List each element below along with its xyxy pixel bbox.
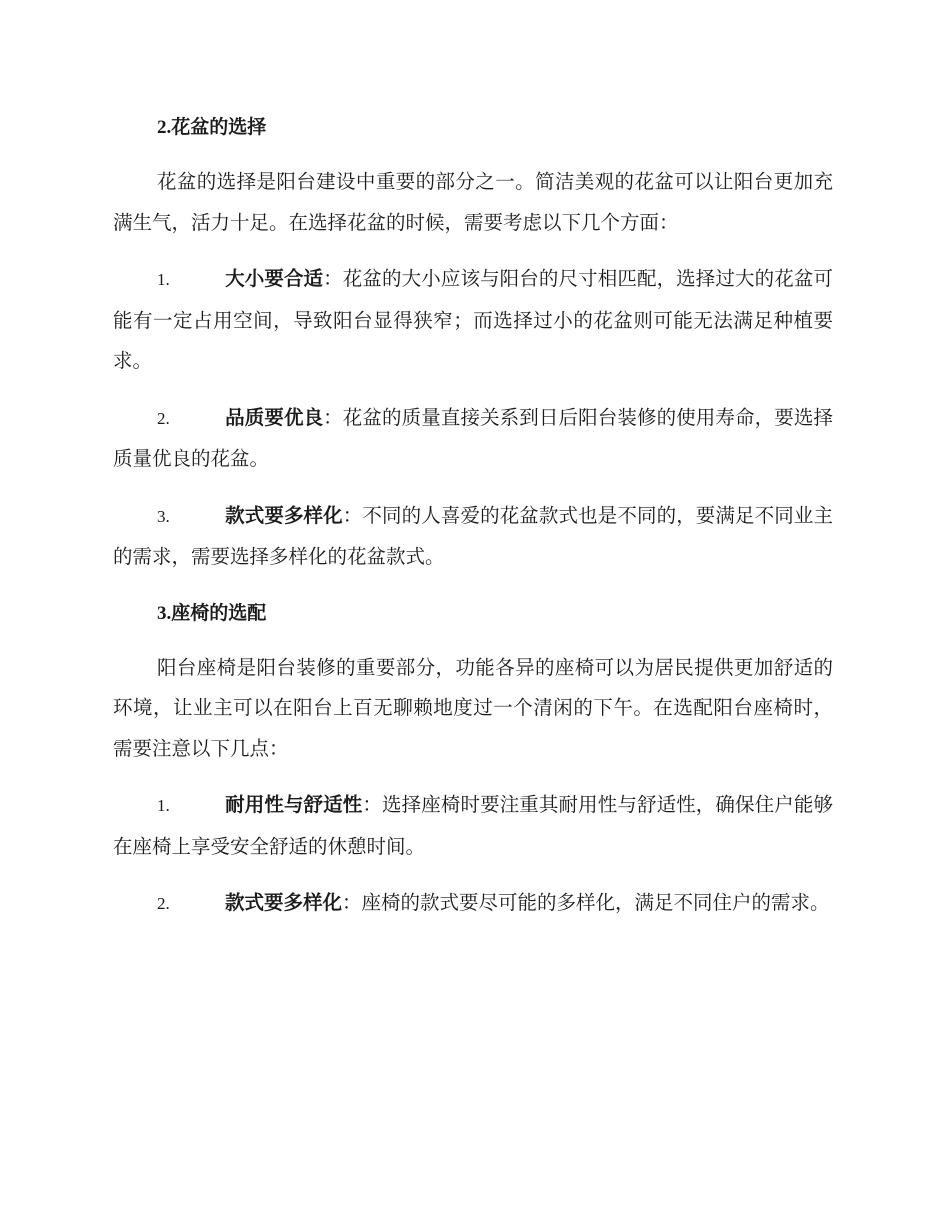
section-intro-paragraph: 花盆的选择是阳台建设中重要的部分之一。简洁美观的花盆可以让阳台更加充满生气，活力十足。在选择花盆的时候，需要考虑以下几个方面： <box>113 170 833 234</box>
list-marker: 2. <box>157 894 170 913</box>
list-item <box>113 785 833 867</box>
list-item <box>113 398 833 480</box>
list-item-text: ：花盆的大小应该与阳台的尺寸相匹配，选择过大的花盆可能有一定占用空间，导致阳台显得狭窄；而选择过小的花盆则可能无法满足种植要求。 <box>113 267 833 372</box>
list-item-text: ：选择座椅时要注重其耐用性与舒适性，确保住户能够在座椅上享受安全舒适的休憩时间。 <box>113 793 833 858</box>
section-title: 座椅的选配 <box>171 601 267 624</box>
list-marker: 3. <box>157 506 170 526</box>
list-item-text: ：座椅的款式要尽可能的多样化，满足不同住户的需求。 <box>342 891 830 914</box>
section-heading-2 <box>157 108 833 146</box>
list-marker: 2. <box>157 408 170 428</box>
list-item-term: 款式要多样化 <box>225 503 343 527</box>
list-item-term: 大小要合适 <box>225 267 324 290</box>
list-item-text: ：不同的人喜爱的花盆款式也是不同的，要满足不同业主的需求，需要选择多样化的花盆款式。 <box>113 503 833 568</box>
list-item-term: 耐用性与舒适性 <box>225 793 363 816</box>
section-number: 3. <box>157 602 172 624</box>
section-heading-3 <box>157 594 833 632</box>
list-marker: 1. <box>157 270 170 289</box>
list-item-term: 款式要多样化 <box>225 891 343 914</box>
list-item-text: ：花盆的质量直接关系到日后阳台装修的使用寿命，要选择质量优良的花盆。 <box>113 405 833 470</box>
list-item <box>113 259 833 382</box>
list-marker: 1. <box>157 796 170 815</box>
list-item <box>113 496 833 578</box>
document-page <box>113 108 833 925</box>
section-number: 2. <box>157 117 172 138</box>
list-item <box>113 883 833 925</box>
section-intro-paragraph: 阳台座椅是阳台装修的重要部分，功能各异的座椅可以为居民提供更加舒适的环境，让业主可以在阳台上百无聊赖地度过一个清闲的下午。在选配阳台座椅时，需要注意以下几点： <box>113 655 833 760</box>
section-title: 花盆的选择 <box>171 116 267 138</box>
list-item-term: 品质要优良 <box>225 405 324 429</box>
